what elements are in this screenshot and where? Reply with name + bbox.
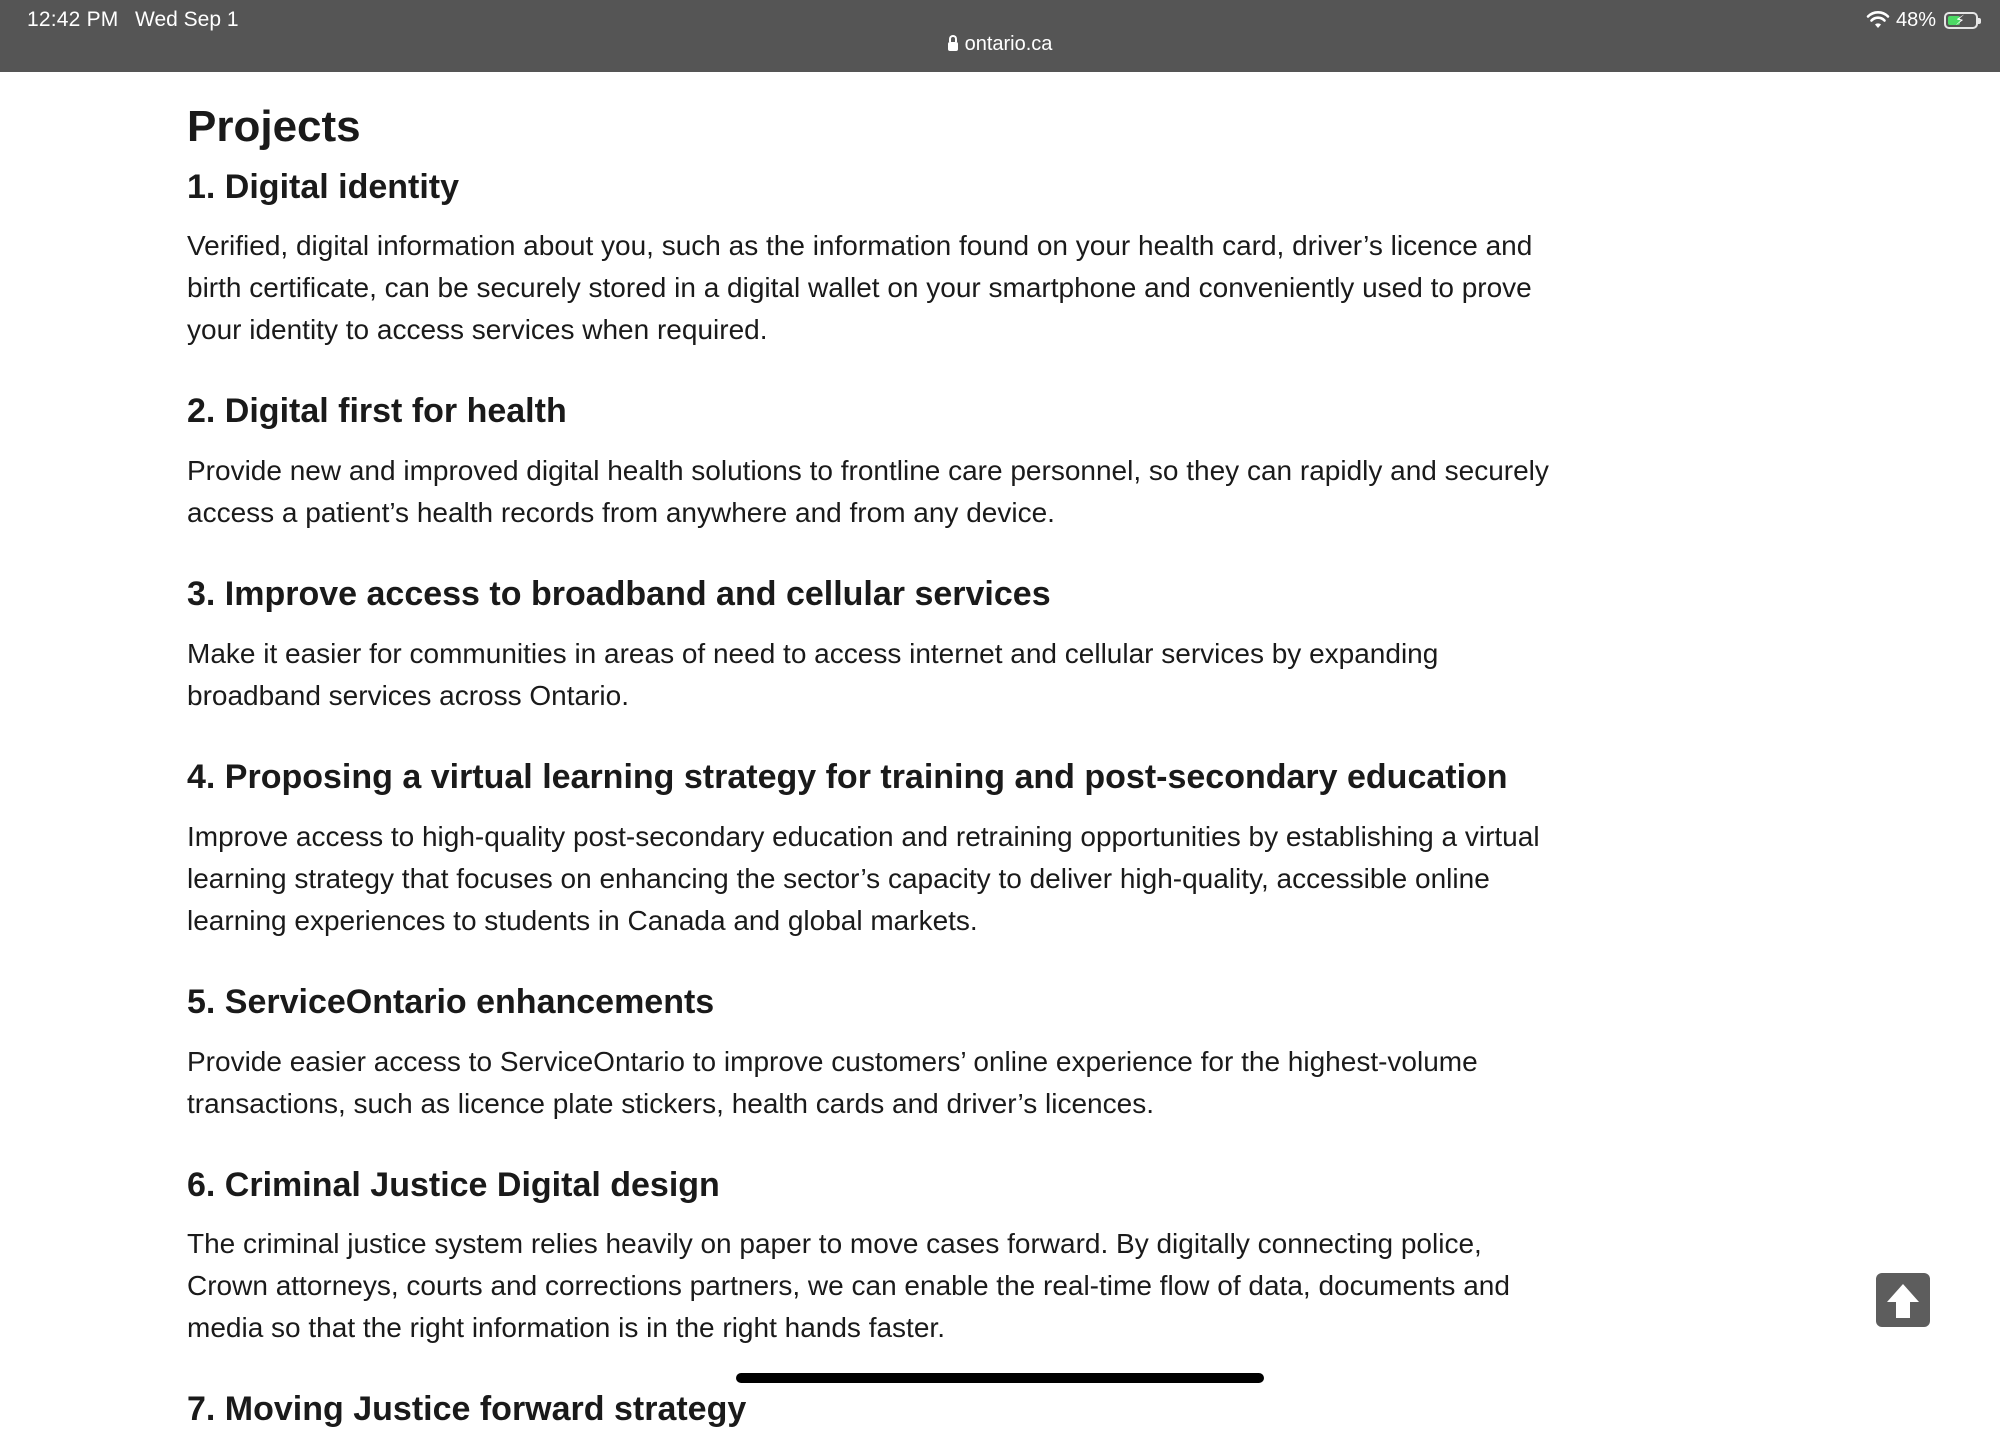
- status-bar: [0, 0, 2000, 72]
- project-heading: 2. Digital first for health: [187, 392, 567, 431]
- battery-cap: [1978, 18, 1981, 24]
- project-item: [187, 1389, 1567, 1430]
- project-heading: 5. ServiceOntario enhancements: [187, 982, 715, 1021]
- project-heading: 4. Proposing a virtual learning strategy for training and post-secondary education: [187, 757, 1508, 796]
- project-heading: 3. Improve access to broadband and cellular services: [187, 575, 1051, 614]
- project-heading: 7. Moving Justice forward strategy: [187, 1390, 747, 1429]
- main-content: [187, 72, 1567, 1448]
- project-description: Verified, digital information about you, such as the information found on your health card, driver’s licence and birth certificate, can be securely stored in a digital wallet on your smartphone and conveniently used to prove your identity to access services when required.: [187, 230, 1533, 346]
- project-description: The criminal justice system relies heavily on paper to move cases forward. By digitally connecting police, Crown attorneys, courts and corrections partners, we can enable the real-time flow of data, documents and media so that the right information is in the right hands faster.: [187, 1228, 1510, 1344]
- projects-list: [187, 167, 1567, 1431]
- project-description: Make it easier for communities in areas of need to access internet and cellular services by expanding broadband services across Ontario.: [187, 637, 1439, 711]
- charging-bolt-icon: ⚡: [1955, 11, 1965, 28]
- project-description: Provide easier access to ServiceOntario to improve customers’ online experience for the highest-volume transactions, such as licence plate stickers, health cards and driver’s licences.: [187, 1045, 1478, 1119]
- project-heading: 1. Digital identity: [187, 167, 460, 206]
- project-description: Improve access to high-quality post-secondary education and retraining opportunities by establishing a virtual learning strategy that focuses on enhancing the sector’s capacity to deliver high-quality, accessible online learning experiences to students in Canada and global markets.: [187, 820, 1540, 936]
- status-indicators: [1866, 8, 1978, 32]
- page-title: Projects: [187, 102, 361, 151]
- status-date: Wed Sep 1: [135, 8, 239, 31]
- home-indicator[interactable]: [736, 1373, 1264, 1383]
- project-item: [187, 167, 1567, 352]
- wifi-icon: [1866, 10, 1890, 30]
- project-item: [187, 574, 1567, 717]
- project-item: [187, 391, 1567, 534]
- project-item: [187, 757, 1567, 942]
- lock-icon: [948, 42, 958, 51]
- url-text[interactable]: ontario.ca: [964, 33, 1053, 55]
- arrow-up-icon: [1883, 1280, 1923, 1320]
- scroll-to-top-button[interactable]: [1876, 1273, 1930, 1327]
- battery-icon: [1944, 12, 1978, 29]
- project-item: [187, 1165, 1567, 1350]
- battery-percent: 48%: [1895, 8, 1936, 31]
- project-item: [187, 982, 1567, 1125]
- project-heading: 6. Criminal Justice Digital design: [187, 1165, 720, 1204]
- project-description: Provide new and improved digital health solutions to frontline care personnel, so they can rapidly and securely access a patient’s health records from anywhere and from any device.: [187, 455, 1549, 529]
- status-time: 12:42 PM: [27, 8, 119, 31]
- address-bar[interactable]: [0, 33, 2000, 56]
